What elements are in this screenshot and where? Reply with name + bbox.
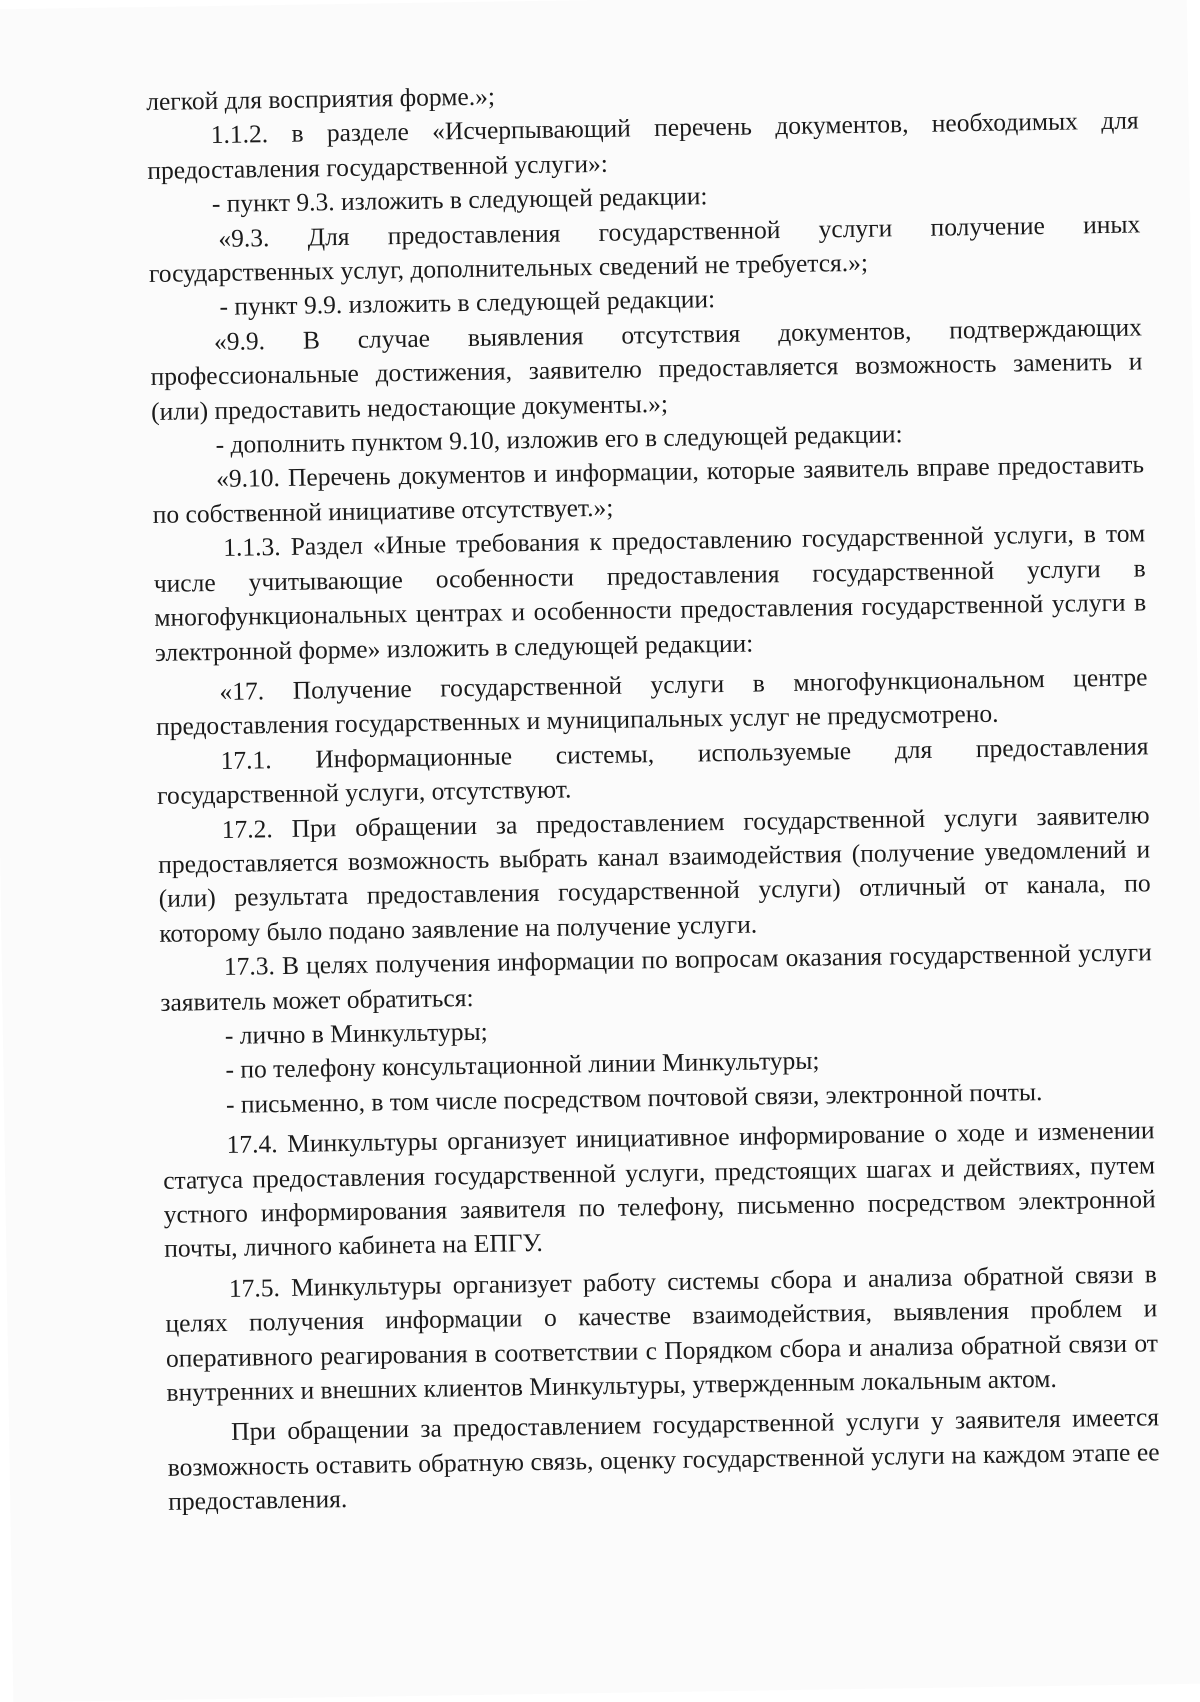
paragraph-17-5: 17.5. Минкультуры организует работу системы сбора и анализа обратной связи в целях получения информации о качестве взаимодействия, выявления проблем и оперативного реагирования в соответствии с Порядком сбора и анализа обратной связи от внутренних и внешних клиентов Минкультуры, утвержденным локальным актом. — [165, 1259, 1159, 1407]
paragraph-17-3: 17.3. В целях получения информации по вопросам оказания государственной услуги заявитель может обратиться: — [160, 937, 1152, 1017]
list-item-in-person: - лично в Минкультуры; — [224, 1016, 488, 1050]
paragraph-1-1-3: 1.1.3. Раздел «Иные требования к предоставлению государственной услуги, в том числе учитывающие особенности предоставления государственной услуги в многофункциональных центрах и особенности предоставления государственной услуги в электронной форме» изложить в следующей редакции: — [153, 518, 1147, 667]
paragraph-9-3: «9.3. Для предоставления государственной услуги получение иных государственных услуг, дополнительных сведений не требуется.»; — [148, 209, 1141, 289]
list-item-by-phone: - по телефону консультационной линии Минкультуры; — [225, 1045, 820, 1085]
document-body — [146, 69, 1160, 1519]
paragraph-item-9-10-intro: - дополнить пунктом 9.10, изложив его в следующей редакции: — [215, 419, 903, 460]
paragraph-item-9-9-intro: - пункт 9.9. изложить в следующей редакции: — [219, 284, 716, 322]
paragraph-17: «17. Получение государственной услуги в многофункциональном центре предоставления государственных и муниципальных услуг не предусмотрено. — [155, 662, 1148, 742]
paragraph-17-1: 17.1. Информационные системы, используемые для предоставления государственной услуги, отсутствуют. — [156, 731, 1149, 811]
paragraph-9-9: «9.9. В случае выявления отсутствия документов, подтверждающих профессиональные достижения, заявителю предоставляется возможность заменить и (или) предоставить недостающие документы.»; — [150, 312, 1143, 426]
paragraph-continuation: легкой для восприятия форме.»; — [146, 81, 496, 117]
paragraph-item-9-3-intro: - пункт 9.3. изложить в следующей редакции: — [211, 181, 708, 219]
paragraph-9-10: «9.10. Перечень документов и информации, которые заявитель вправе предоставить по собственной инициативе отсутствует.»; — [152, 449, 1145, 529]
paragraph-17-4: 17.4. Минкультуры организует инициативное информирование о ходе и изменении статуса предоставления государственной услуги, предстоящих шагах и действиях, путем устного информирования заявителя по телефону, письменно посредством электронной почты, личного кабинета на ЕПГУ. — [162, 1115, 1156, 1264]
paragraph-17-2: 17.2. При обращении за предоставлением государственной услуги заявителю предоставляется возможность выбрать канал взаимодействия (получение уведомлений и (или) результата предоставления государственной услуги) отличный от канала, по которому было подано заявление на получение услуги. — [157, 799, 1151, 948]
list-item-in-writing: - письменно, в том числе посредством почтовой связи, электронной почты. — [225, 1076, 1043, 1119]
paragraph-1-1-2: 1.1.2. в разделе «Исчерпывающий перечень документов, необходимых для предоставления государственной услуги»: — [147, 105, 1139, 185]
paragraph-feedback: При обращении за предоставлением государственной услуги у заявителя имеется возможность оставить обратную связь, оценку государственной услуги на каждом этапе ее предоставления. — [167, 1402, 1160, 1517]
